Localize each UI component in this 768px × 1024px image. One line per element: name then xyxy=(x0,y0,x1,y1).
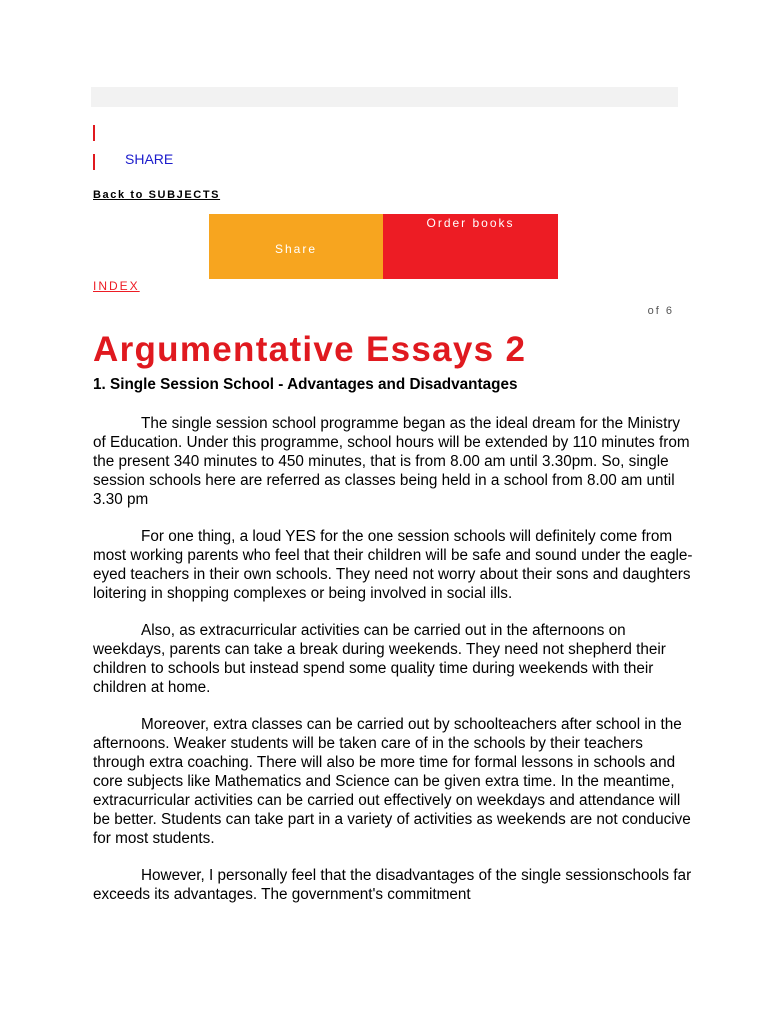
essay-paragraph: However, I personally feel that the disadvantages of the single sessionschools far exceeds its advantages. The government's commitment xyxy=(93,867,692,903)
top-banner-bar xyxy=(91,87,678,107)
share-button[interactable] xyxy=(209,214,383,279)
essay-paragraph: Moreover, extra classes can be carried out by schoolteachers after school in the afternoons. Weaker students will be taken care of in the schools by their teachers through extra coaching. There will also be more time for formal lessons in schools and core subjects like Mathematics and Science can be given extra time. In the meantime, extracurricular activities can be carried out effectively on weekdays and attendance will be better. Students can take part in a variety of activities as weekends are not conducive for most students. xyxy=(93,716,691,847)
share-link[interactable]: SHARE xyxy=(125,151,174,167)
order-books-button[interactable] xyxy=(383,214,558,279)
document-title: Argumentative Essays 2 xyxy=(93,330,527,369)
order-books-button-label: Order books xyxy=(426,216,515,230)
essay-paragraph: Also, as extracurricular activities can be carried out in the afternoons on weekdays, parents can take a break during weekends. They need not shepherd their children to schools but instead spend some quality time during weekends with their children at home. xyxy=(93,622,666,696)
essay-paragraph: The single session school programme began as the ideal dream for the Ministry of Education. Under this programme, school hours will be extended by 110 minutes from the present 340 minutes to 450 minutes, that is from 8.00 am until 3.30pm. So, single session schools here are referred as classes being held in a school from 8.00 am until 3.30 pm xyxy=(93,415,690,508)
page-count: of 6 xyxy=(647,305,674,317)
index-link[interactable]: INDEX xyxy=(93,279,140,293)
back-to-subjects-link[interactable]: Back to SUBJECTS xyxy=(93,189,221,201)
red-divider-mark xyxy=(93,125,95,141)
red-divider-mark xyxy=(93,154,95,170)
share-button-label: Share xyxy=(274,242,318,256)
essay-body xyxy=(93,414,693,922)
essay-paragraph: For one thing, a loud YES for the one session schools will definitely come from most working parents who feel that their children will be safe and sound under the eagle-eyed teachers in their own schools. They need not worry about their sons and daughters loitering in shopping complexes or being involved in social ills. xyxy=(93,528,693,602)
section-heading: 1. Single Session School - Advantages and Disadvantages xyxy=(93,376,518,393)
